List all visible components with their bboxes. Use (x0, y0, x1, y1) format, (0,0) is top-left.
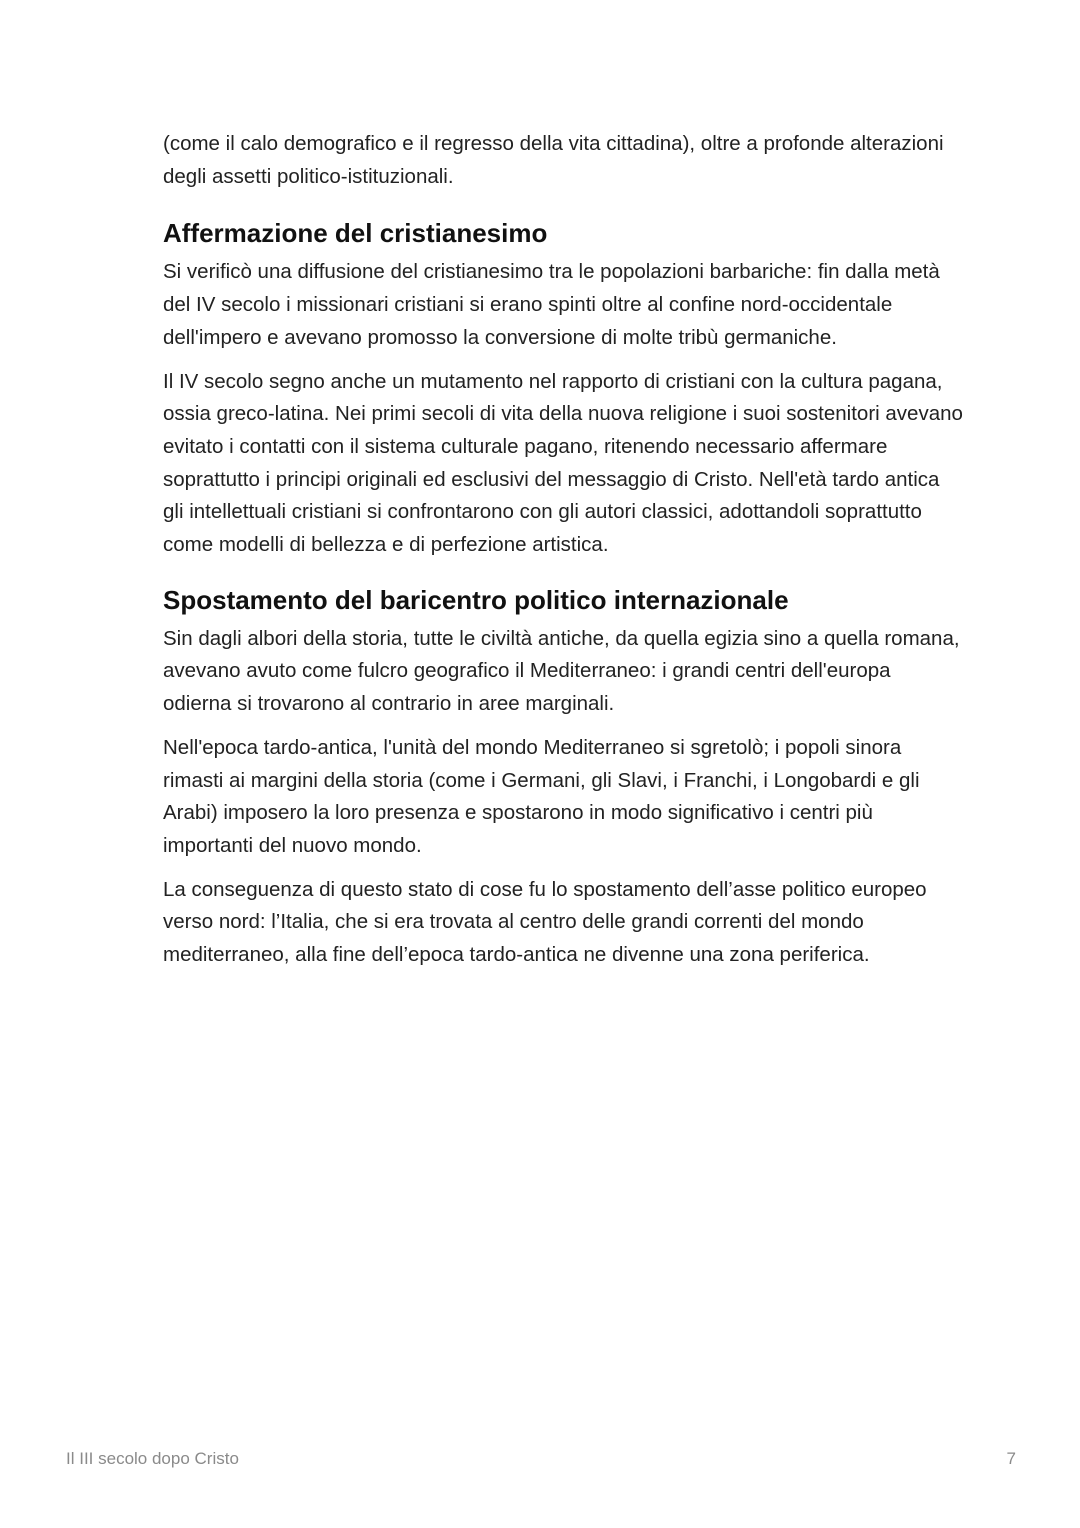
paragraph: La conseguenza di questo stato di cose fu lo spostamento dell’asse politico europeo verso nord: l’Italia, che si era trovata al centro delle grandi correnti del mondo mediterraneo, alla fine dell’epoca tardo-antica ne divenne una zona periferica. (163, 877, 927, 967)
paragraph: Sin dagli albori della storia, tutte le civiltà antiche, da quella egizia sino a quella romana, avevano avuto come fulcro geografico il Mediterraneo: i grandi centri dell'europa odierna si trovarono al contrario in aree marginali. (163, 626, 960, 716)
paragraph: Il IV secolo segno anche un mutamento nel rapporto di cristiani con la cultura pagana, ossia greco-latina. Nei primi secoli di vita della nuova religione i suoi sostenitori avevano evitato i contatti con il sistema culturale pagano, ritenendo necessario affermare soprattutto i principi originali ed esclusivi del messaggio di Cristo. Nell'età tardo antica gli intellettuali cristiani si confrontarono con gli autori classici, adottandoli soprattutto come modelli di bellezza e di perfezione artistica. (163, 369, 963, 557)
intro-paragraph: (come il calo demografico e il regresso della vita cittadina), oltre a profonde alterazioni degli assetti politico-istituzionali. (163, 132, 944, 188)
footer-page-number: 7 (1006, 1449, 1016, 1468)
paragraph: Nell'epoca tardo-antica, l'unità del mondo Mediterraneo si sgretolò; i popoli sinora rimasti ai margini della storia (come i Germani, gli Slavi, i Franchi, i Longobardi e gli Arabi) imposero la loro presenza e spostarono in modo significativo i centri più importanti del nuovo mondo. (163, 735, 920, 857)
footer-document-title: Il III secolo dopo Cristo (66, 1449, 239, 1468)
section-heading-cristianesimo: Affermazione del cristianesimo (163, 218, 548, 249)
section-heading-baricentro: Spostamento del baricentro politico internazionale (163, 584, 789, 615)
page-content (163, 128, 963, 983)
paragraph: Si verificò una diffusione del cristianesimo tra le popolazioni barbariche: fin dalla metà del IV secolo i missionari cristiani si erano spinti oltre al confine nord-occidentale dell'impero e avevano promosso la conversione di molte tribù germaniche. (163, 260, 940, 349)
